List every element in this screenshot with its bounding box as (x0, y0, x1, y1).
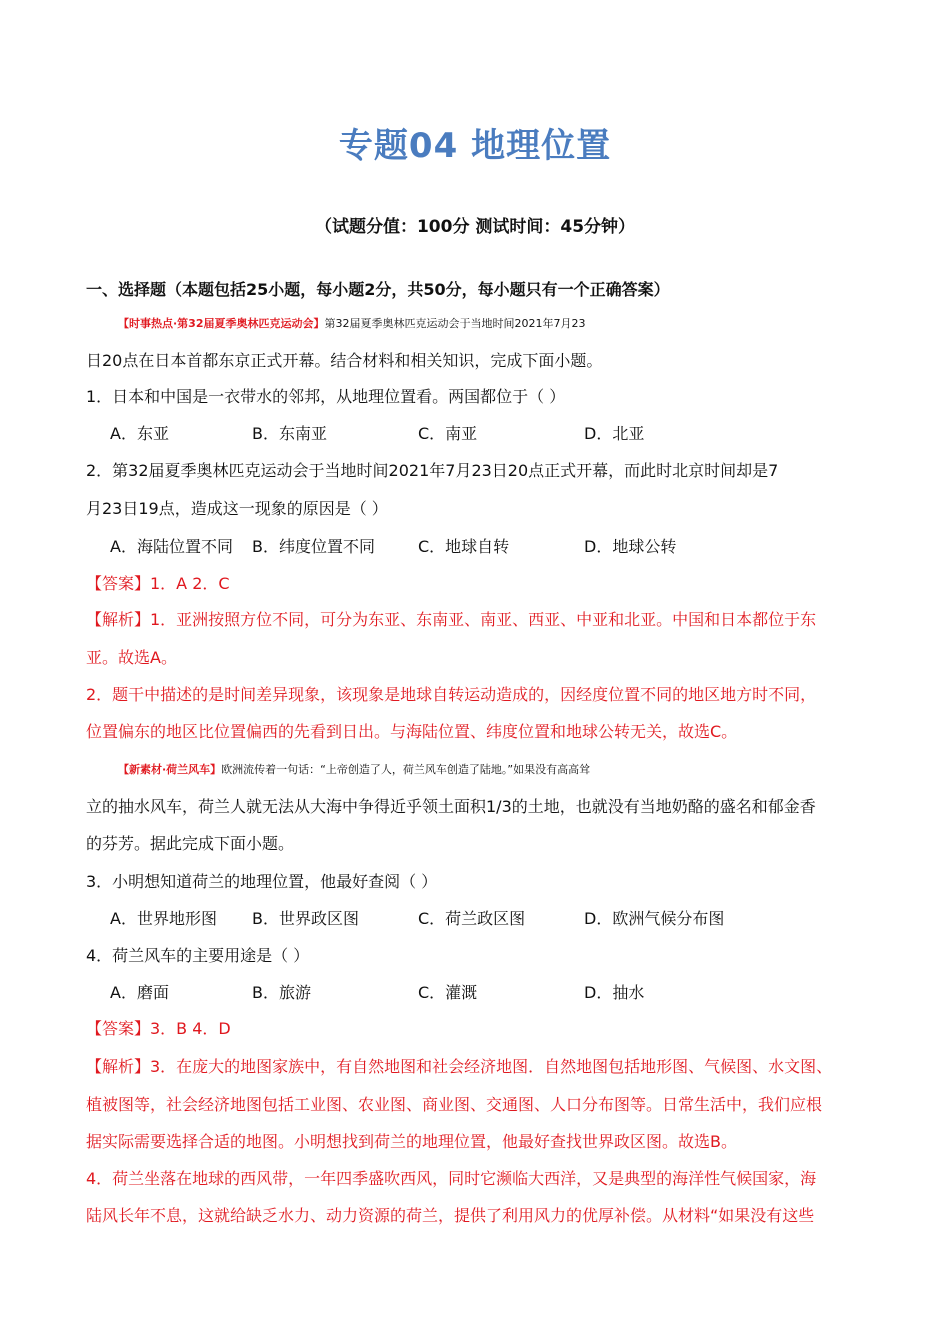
q4-stem: 4．荷兰风车的主要用途是（ ） (86, 946, 310, 965)
group1-analysis-line4: 位置偏东的地区比位置偏西的先看到日出。与海陆位置、纬度位置和地球公转无关，故选C。 (86, 722, 738, 741)
q2-option-b: B．纬度位置不同 (252, 537, 375, 556)
group2-intro (118, 758, 908, 782)
q3-stem: 3．小明想知道荷兰的地理位置，他最好查阅（ ） (86, 872, 438, 891)
q2-option-c: C．地球自转 (418, 537, 510, 556)
q4-option-c: C．灌溉 (418, 983, 478, 1002)
group1-intro-text: 第32届夏季奥林匹克运动会于当地时间2021年7月23 (324, 317, 586, 330)
q4-option-b: B．旅游 (252, 983, 311, 1002)
group2-intro-line2: 立的抽水风车，荷兰人就无法从大海中争得近乎领土面积1/3的土地，也就没有当地奶酪的盛名和郁金香 (86, 797, 816, 816)
section-heading: 一、选择题（本题包括25小题，每小题2分，共50分，每小题只有一个正确答案） (86, 280, 670, 299)
group1-intro-line2: 日20点在日本首都东京正式开幕。结合材料和相关知识，完成下面小题。 (86, 351, 603, 370)
group2-intro-line3: 的芬芳。据此完成下面小题。 (86, 834, 295, 853)
group1-analysis-line1: 【解析】1．亚洲按照方位不同，可分为东亚、东南亚、南亚、西亚、中亚和北亚。中国和日本都位于东 (86, 610, 817, 629)
q3-option-b: B．世界政区图 (252, 909, 359, 928)
group2-answer: 【答案】3．B 4．D (86, 1019, 231, 1038)
q1-stem: 1．日本和中国是一衣带水的邻邦，从地理位置看。两国都位于（ ） (86, 387, 566, 406)
group2-analysis-line2: 植被图等，社会经济地图包括工业图、农业图、商业图、交通图、人口分布图等。日常生活中，我们应根 (86, 1095, 823, 1114)
q2-stem-line1: 2．第32届夏季奥林匹克运动会于当地时间2021年7月23日20点正式开幕，而此时北京时间却是7 (86, 461, 779, 480)
q1-option-a: A．东亚 (110, 424, 169, 443)
q1-option-d: D．北亚 (584, 424, 645, 443)
group1-answer: 【答案】1．A 2．C (86, 574, 230, 593)
q2-option-d: D．地球公转 (584, 537, 677, 556)
q1-option-c: C．南亚 (418, 424, 478, 443)
group2-analysis-line3: 据实际需要选择合适的地图。小明想找到荷兰的地理位置，他最好查找世界政区图。故选B。 (86, 1132, 737, 1151)
group1-intro (118, 312, 908, 336)
group1-tag: 【时事热点·第32届夏季奥林匹克运动会】 (118, 317, 325, 330)
group2-analysis-line4: 4．荷兰坐落在地球的西风带，一年四季盛吹西风，同时它濒临大西洋，又是典型的海洋性气候国家，海 (86, 1169, 817, 1188)
q2-stem-line2: 月23日19点，造成这一现象的原因是（ ） (86, 499, 388, 518)
group2-tag: 【新素材·荷兰风车】 (118, 763, 222, 776)
page-title: 专题04 地理位置 (338, 126, 612, 166)
group2-analysis-line5: 陆风长年不息，这就给缺乏水力、动力资源的荷兰，提供了利用风力的优厚补偿。从材料“如果没有这些 (86, 1206, 815, 1225)
group1-analysis-line2: 亚。故选A。 (86, 648, 177, 667)
q1-option-b: B．东南亚 (252, 424, 327, 443)
test-info: （试题分值：100分 测试时间：45分钟） (314, 217, 636, 237)
q3-option-c: C．荷兰政区图 (418, 909, 526, 928)
q4-option-d: D．抽水 (584, 983, 645, 1002)
q3-option-a: A．世界地形图 (110, 909, 217, 928)
group2-analysis-line1: 【解析】3．在庞大的地图家族中，有自然地图和社会经济地图．自然地图包括地形图、气候图、水文图、 (86, 1057, 833, 1076)
group1-analysis-line3: 2．题干中描述的是时间差异现象，该现象是地球自转运动造成的，因经度位置不同的地区地方时不同， (86, 685, 817, 704)
q2-option-a: A．海陆位置不同 (110, 537, 233, 556)
q3-option-d: D．欧洲气候分布图 (584, 909, 725, 928)
group2-intro-text: 欧洲流传着一句话：“上帝创造了人，荷兰风车创造了陆地。”如果没有高高耸 (221, 763, 591, 776)
q4-option-a: A．磨面 (110, 983, 169, 1002)
